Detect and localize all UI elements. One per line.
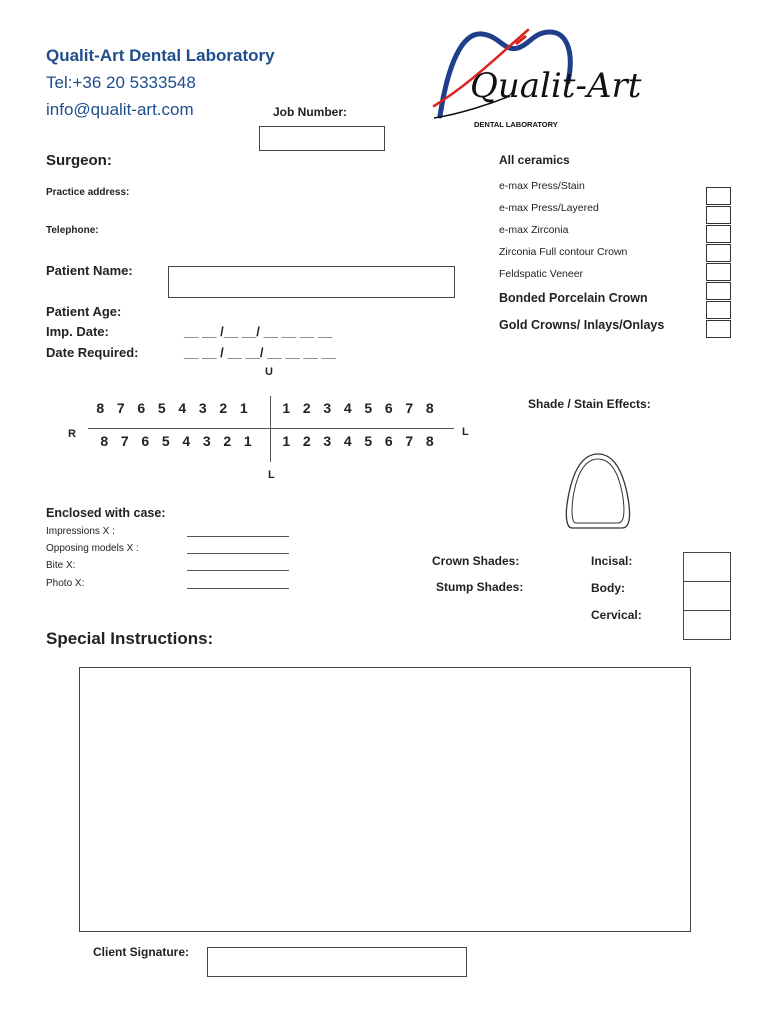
enclosed-title: Enclosed with case: <box>46 506 166 520</box>
patient-age-label: Patient Age: <box>46 304 122 319</box>
ceramic-checkbox[interactable] <box>706 263 731 281</box>
tooth-number[interactable]: 8 <box>425 400 434 416</box>
teeth-upper-label: U <box>265 366 273 378</box>
ceramic-option-label: Zirconia Full contour Crown <box>499 246 628 258</box>
ceramic-option-label: Feldspatic Veneer <box>499 268 584 280</box>
tooth-number[interactable]: 2 <box>223 433 232 449</box>
company-email[interactable]: info@qualit-art.com <box>46 100 194 119</box>
teeth-lower-right-row <box>94 433 258 449</box>
tooth-number[interactable]: 1 <box>239 400 248 416</box>
teeth-horizontal-divider <box>88 428 454 429</box>
date-required-label: Date Required: <box>46 345 139 360</box>
tooth-number[interactable]: 8 <box>425 433 434 449</box>
company-logo <box>430 24 675 136</box>
company-name: Qualit-Art Dental Laboratory <box>46 46 275 65</box>
ceramic-checkbox[interactable] <box>706 282 731 300</box>
tooth-number[interactable]: 5 <box>364 400 373 416</box>
tooth-number[interactable]: 4 <box>182 433 191 449</box>
tooth-number[interactable]: 1 <box>243 433 252 449</box>
tooth-number[interactable]: 7 <box>405 433 414 449</box>
tooth-number[interactable]: 5 <box>157 400 166 416</box>
tooth-outline-icon <box>560 450 636 532</box>
tooth-number[interactable]: 7 <box>116 400 125 416</box>
ceramic-option-label: Gold Crowns/ Inlays/Onlays <box>499 318 665 332</box>
tooth-number[interactable]: 4 <box>178 400 187 416</box>
cervical-field[interactable] <box>683 610 731 640</box>
imp-date-field[interactable]: __ __ /__ __/ __ __ __ __ <box>184 324 333 339</box>
imp-date-label: Imp. Date: <box>46 324 109 339</box>
ceramic-checkbox[interactable] <box>706 187 731 205</box>
date-required-field[interactable]: __ __ / __ __/ __ __ __ __ <box>184 345 336 360</box>
ceramic-checkbox[interactable] <box>706 206 731 224</box>
ceramic-checkbox[interactable] <box>706 244 731 262</box>
tooth-number[interactable]: 6 <box>384 400 393 416</box>
enclosed-item-label: Bite X: <box>46 560 76 571</box>
enclosed-item-label: Photo X: <box>46 578 85 589</box>
practice-address-label: Practice address: <box>46 187 130 198</box>
body-label: Body: <box>591 581 625 595</box>
shade-stain-title: Shade / Stain Effects: <box>528 397 651 411</box>
incisal-label: Incisal: <box>591 554 633 568</box>
tooth-number[interactable]: 6 <box>141 433 150 449</box>
ceramic-option-label: e-max Zirconia <box>499 224 569 236</box>
job-number-field[interactable] <box>259 126 385 151</box>
company-telephone: Tel:+36 20 5333548 <box>46 73 196 92</box>
client-signature-field[interactable] <box>207 947 467 977</box>
tooth-number[interactable]: 3 <box>323 433 332 449</box>
tooth-number[interactable]: 4 <box>343 433 352 449</box>
surgeon-label: Surgeon: <box>46 152 112 169</box>
tooth-number[interactable]: 8 <box>96 400 105 416</box>
tooth-number[interactable]: 2 <box>219 400 228 416</box>
enclosed-item-field[interactable] <box>187 588 289 589</box>
enclosed-item-field[interactable] <box>187 553 289 554</box>
teeth-vertical-divider <box>270 396 271 462</box>
tooth-number[interactable]: 6 <box>137 400 146 416</box>
incisal-field[interactable] <box>683 552 731 582</box>
logo-wordmark: Qualit-Art <box>470 66 642 106</box>
tooth-number[interactable]: 4 <box>343 400 352 416</box>
tooth-number[interactable]: 1 <box>282 433 291 449</box>
tooth-number[interactable]: 3 <box>323 400 332 416</box>
tooth-number[interactable]: 6 <box>384 433 393 449</box>
stump-shades-label: Stump Shades: <box>436 580 524 594</box>
crown-shades-label: Crown Shades: <box>432 554 520 568</box>
enclosed-item-label: Opposing models X : <box>46 543 139 554</box>
telephone-label: Telephone: <box>46 225 99 236</box>
tooth-number[interactable]: 1 <box>282 400 291 416</box>
tooth-number[interactable]: 5 <box>364 433 373 449</box>
job-number-label: Job Number: <box>273 105 348 119</box>
ceramic-option-label: e-max Press/Stain <box>499 180 585 192</box>
teeth-lower-label: L <box>268 469 275 481</box>
tooth-number[interactable]: 5 <box>161 433 170 449</box>
patient-name-field[interactable] <box>168 266 455 298</box>
special-instructions-title: Special Instructions: <box>46 629 214 648</box>
ceramic-checkbox[interactable] <box>706 301 731 319</box>
ceramic-option-label: Bonded Porcelain Crown <box>499 291 648 305</box>
tooth-number[interactable]: 7 <box>120 433 129 449</box>
enclosed-item-field[interactable] <box>187 536 289 537</box>
tooth-number[interactable]: 3 <box>198 400 207 416</box>
tooth-number[interactable]: 7 <box>405 400 414 416</box>
ceramic-checkbox[interactable] <box>706 320 731 338</box>
enclosed-item-field[interactable] <box>187 570 289 571</box>
tooth-number[interactable]: 3 <box>202 433 211 449</box>
enclosed-item-label: Impressions X : <box>46 526 115 537</box>
cervical-label: Cervical: <box>591 608 642 622</box>
all-ceramics-title: All ceramics <box>499 153 570 167</box>
tooth-number[interactable]: 2 <box>302 433 311 449</box>
teeth-left-label: L <box>462 426 469 438</box>
teeth-upper-left-row <box>276 400 440 416</box>
tooth-number[interactable]: 8 <box>100 433 109 449</box>
ceramic-checkbox[interactable] <box>706 225 731 243</box>
ceramic-option-label: e-max Press/Layered <box>499 202 599 214</box>
special-instructions-field[interactable] <box>79 667 691 932</box>
teeth-upper-right-row <box>90 400 254 416</box>
patient-name-label: Patient Name: <box>46 263 133 278</box>
tooth-number[interactable]: 2 <box>302 400 311 416</box>
tooth-outline-drawing[interactable] <box>560 450 636 532</box>
client-signature-label: Client Signature: <box>93 945 190 959</box>
teeth-right-label: R <box>68 428 76 440</box>
teeth-lower-left-row <box>276 433 440 449</box>
logo-subtitle: DENTAL LABORATORY <box>474 120 558 129</box>
body-field[interactable] <box>683 581 731 611</box>
